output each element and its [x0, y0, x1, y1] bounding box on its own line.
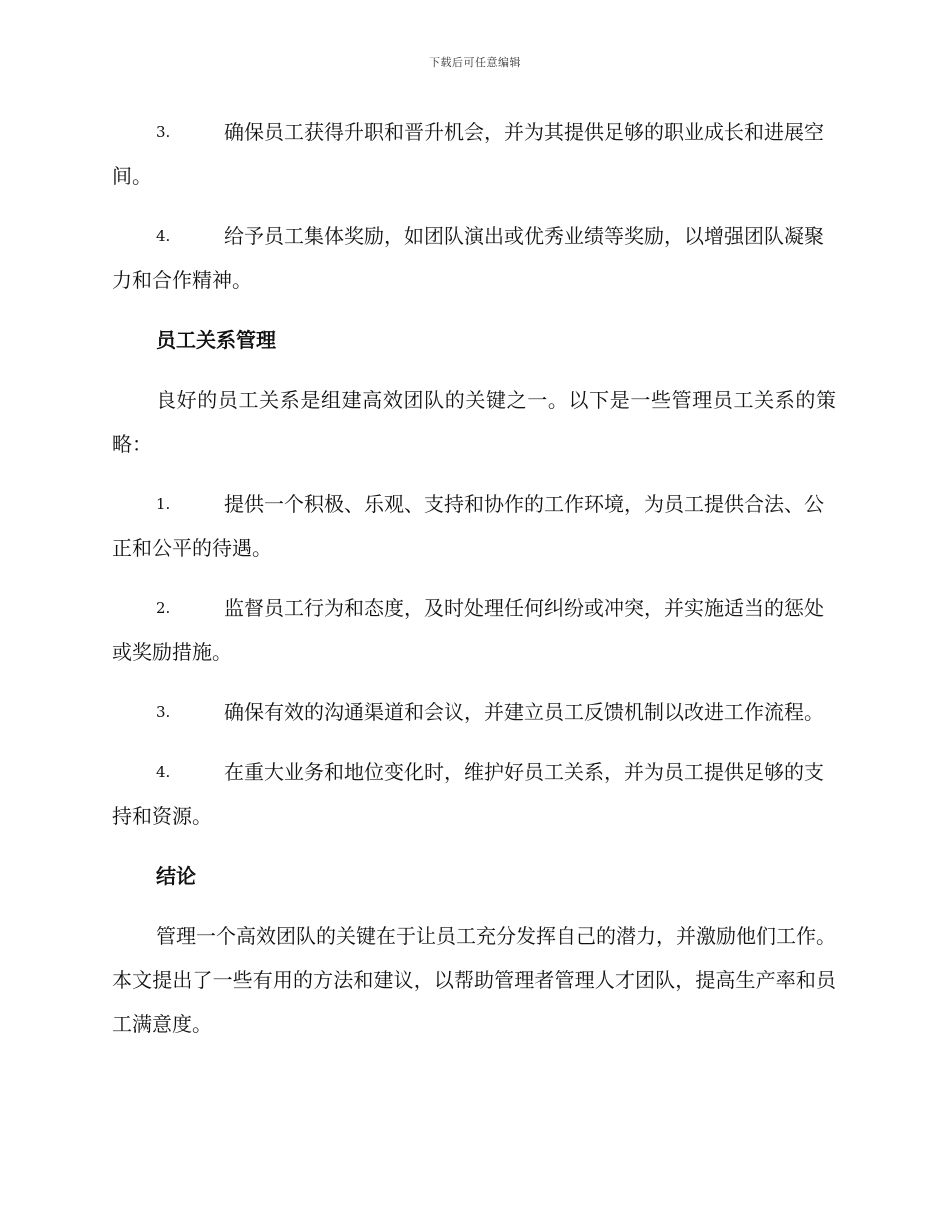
list-item-text: 确保有效的沟通渠道和会议，并建立员工反馈机制以改进工作流程。	[224, 700, 824, 724]
list-item	[112, 110, 836, 198]
document-body	[112, 110, 836, 1062]
list-item-number: 4.	[156, 763, 171, 781]
list-item-text: 监督员工行为和态度，及时处理任何纠纷或冲突，并实施适当的惩处或奖励措施。	[112, 596, 824, 664]
list-item-text: 给予员工集体奖励，如团队演出或优秀业绩等奖励，以增强团队凝聚力和合作精神。	[112, 224, 824, 292]
conclusion-paragraph: 管理一个高效团队的关键在于让员工充分发挥自己的潜力，并激励他们工作。本文提出了一些有用的方法和建议，以帮助管理者管理人才团队，提高生产率和员工满意度。	[112, 924, 836, 1036]
list-item-number: 1.	[156, 495, 171, 513]
list-item	[112, 586, 836, 674]
list-item	[112, 214, 836, 302]
list-item-number: 3.	[156, 703, 171, 721]
list-item-number: 4.	[156, 227, 171, 245]
list-item	[112, 750, 836, 838]
page-header: 下载后可任意编辑	[429, 56, 521, 69]
list-item	[112, 482, 836, 570]
section-intro-paragraph: 良好的员工关系是组建高效团队的关键之一。以下是一些管理员工关系的策略：	[112, 388, 836, 456]
section-heading-conclusion: 结论	[156, 864, 196, 888]
section-heading-employee-relations: 员工关系管理	[156, 328, 276, 352]
list-item	[112, 690, 836, 734]
list-item-text: 提供一个积极、乐观、支持和协作的工作环境，为员工提供合法、公正和公平的待遇。	[112, 492, 824, 560]
list-item-number: 3.	[156, 123, 171, 141]
list-item-text: 确保员工获得升职和晋升机会，并为其提供足够的职业成长和进展空间。	[112, 120, 824, 188]
list-item-number: 2.	[156, 599, 171, 617]
list-item-text: 在重大业务和地位变化时，维护好员工关系，并为员工提供足够的支持和资源。	[112, 760, 824, 828]
